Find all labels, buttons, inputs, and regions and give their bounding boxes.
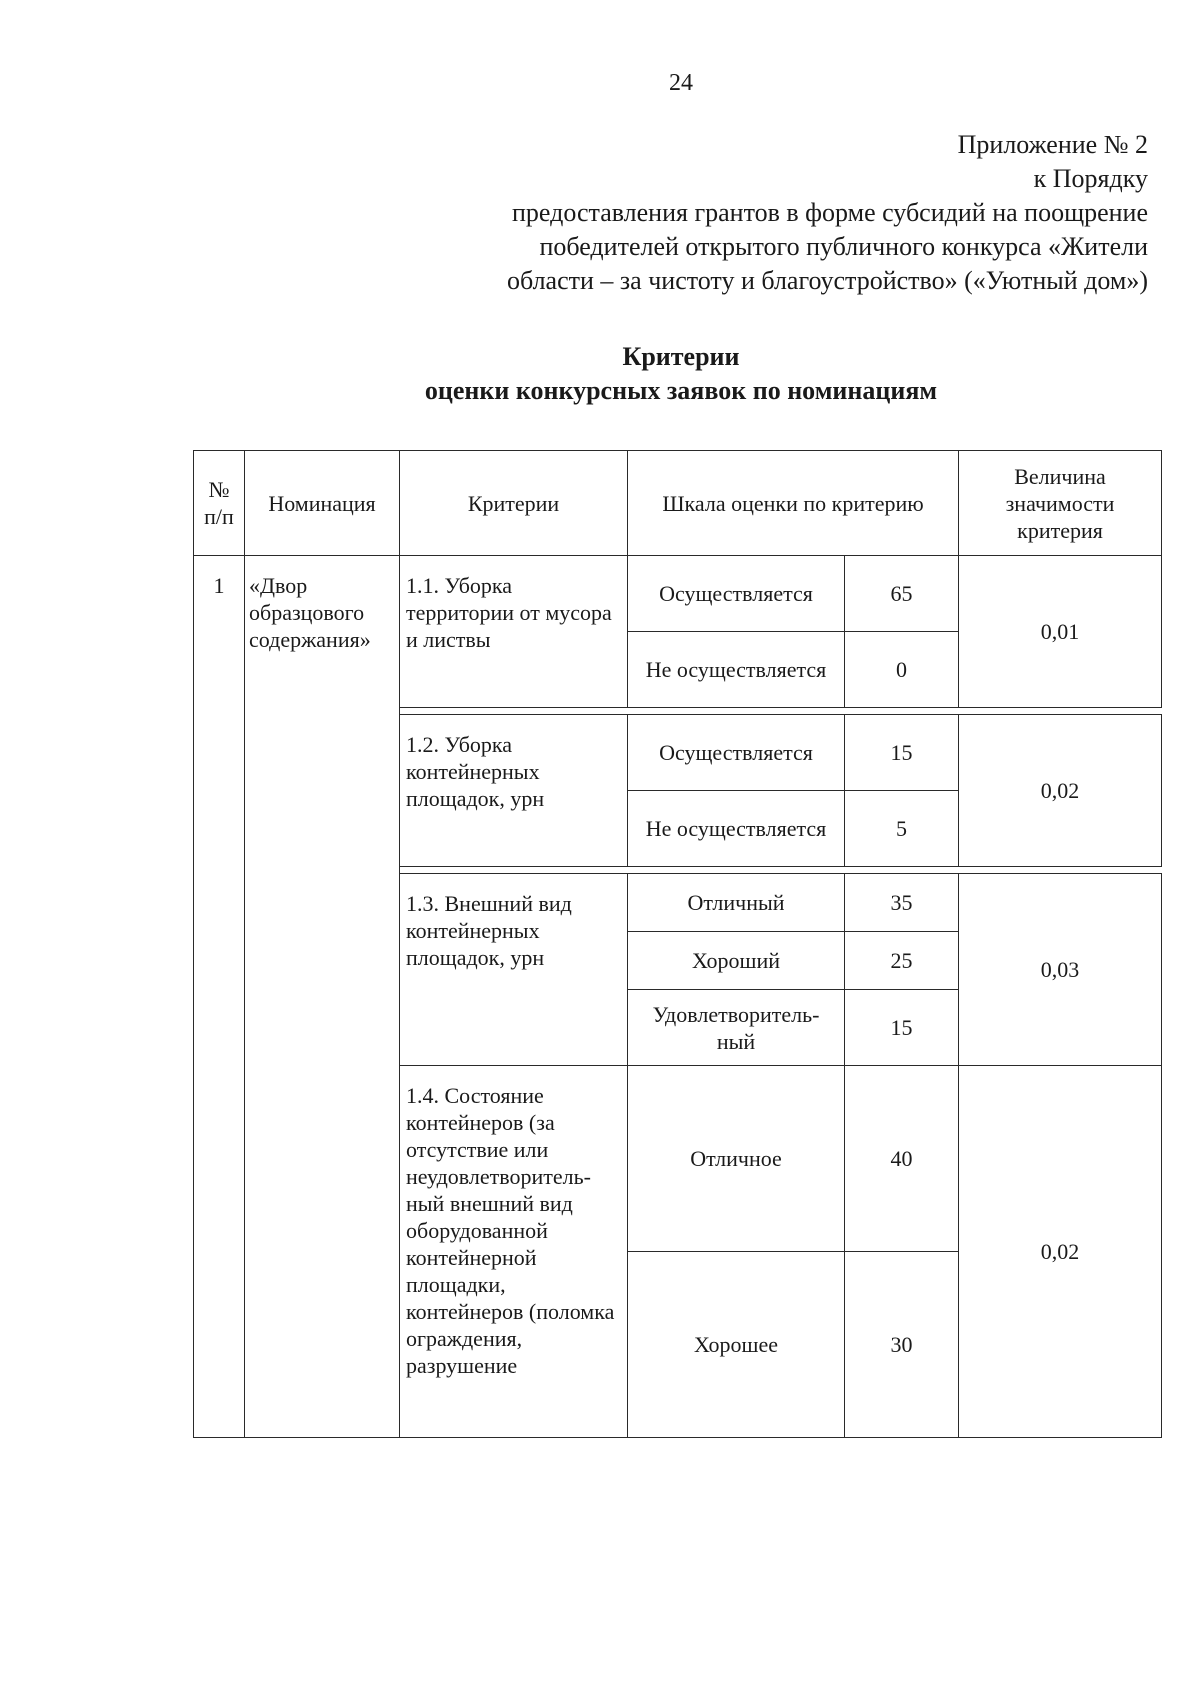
row-gap (400, 867, 1162, 874)
cell-scale-label: Не осуществляется (628, 632, 845, 708)
cell-scale-label: Отличное (628, 1066, 845, 1252)
cell-scale-points: 15 (845, 990, 959, 1066)
cell-criterion-name: 1.1. Уборка территории от мусора и листвы (400, 556, 628, 708)
cell-scale-label: Не осуществляется (628, 791, 845, 867)
title-line-2: оценки конкурсных заявок по номинациям (424, 376, 938, 405)
cell-scale-label: Осуществляется (628, 715, 845, 791)
cell-scale-label: Осуществляется (628, 556, 845, 632)
cell-scale-points: 40 (845, 1066, 959, 1252)
cell-criterion-name: 1.4. Состояние контейнеров (за отсутствие или неудовлетворитель-ный внешний вид оборудованной контейнерной площадки, контейнеров (поломка ограждения, разрушение (400, 1066, 628, 1438)
cell-scale-points: 5 (845, 791, 959, 867)
criteria-table (193, 450, 1162, 1438)
header-scale: Шкала оценки по критерию (628, 451, 959, 556)
annex-line: к Порядку (1033, 164, 1148, 193)
document-title (0, 340, 1200, 408)
cell-criterion-name: 1.2. Уборка контейнерных площадок, урн (400, 715, 628, 867)
cell-scale-points: 30 (845, 1252, 959, 1438)
annex-line: предоставления грантов в форме субсидий на поощрение (511, 198, 1148, 227)
table-row (194, 556, 1162, 632)
header-no: № п/п (194, 451, 245, 556)
cell-scale-points: 65 (845, 556, 959, 632)
cell-scale-label: Удовлетворитель-ный (628, 990, 845, 1066)
cell-scale-points: 35 (845, 874, 959, 932)
cell-criterion-weight: 0,01 (959, 556, 1162, 708)
cell-nomination: «Двор образцового содержания» (245, 556, 400, 1438)
cell-scale-points: 0 (845, 632, 959, 708)
cell-criterion-weight: 0,02 (959, 715, 1162, 867)
header-criteria: Критерии (400, 451, 628, 556)
annex-line: Приложение № 2 (957, 130, 1148, 159)
annex-reference (388, 128, 1148, 298)
cell-criterion-name: 1.3. Внешний вид контейнерных площадок, урн (400, 874, 628, 1066)
cell-criterion-weight: 0,02 (959, 1066, 1162, 1438)
row-gap (400, 708, 1162, 715)
cell-scale-label: Отличный (628, 874, 845, 932)
cell-scale-label: Хорошее (628, 1252, 845, 1438)
cell-criterion-weight: 0,03 (959, 874, 1162, 1066)
annex-line: победителей открытого публичного конкурса «Жители (539, 232, 1148, 261)
cell-scale-points: 15 (845, 715, 959, 791)
annex-line: области – за чистоту и благоустройство» («Уютный дом») (507, 266, 1148, 295)
header-weight: Величина значимости критерия (959, 451, 1162, 556)
cell-scale-label: Хороший (628, 932, 845, 990)
title-line-1: Критерии (622, 342, 740, 371)
cell-scale-points: 25 (845, 932, 959, 990)
cell-row-number: 1 (194, 556, 245, 1438)
table-header-row (194, 451, 1162, 556)
header-nomination: Номинация (245, 451, 400, 556)
page-number: 24 (669, 70, 693, 96)
